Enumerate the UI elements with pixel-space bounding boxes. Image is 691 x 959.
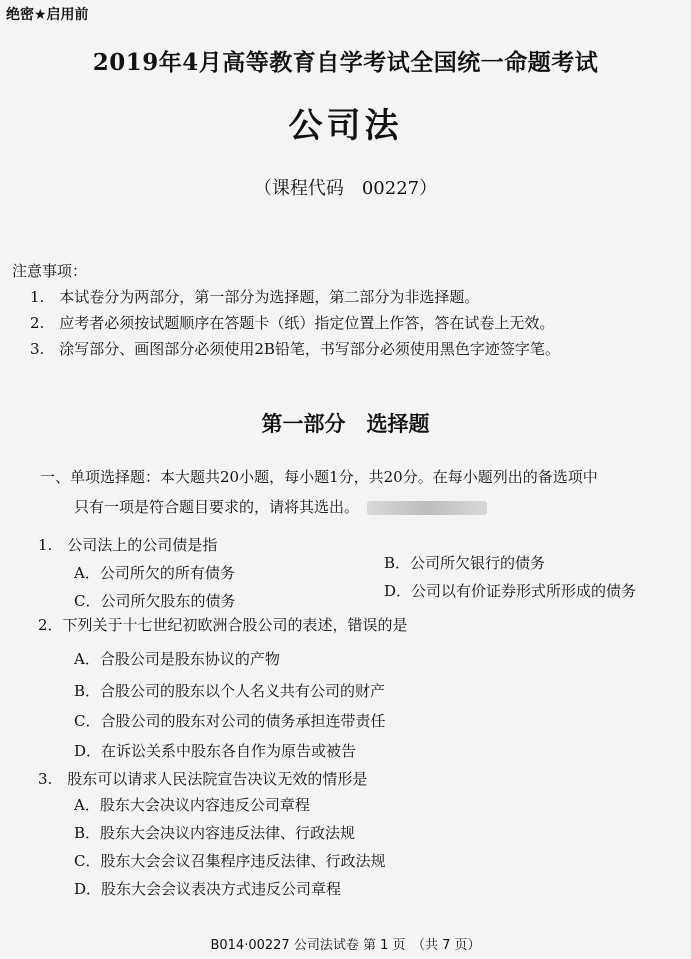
question-1-option-d: D．公司以有价证券形式所形成的债务 xyxy=(384,582,637,600)
subject-title: 公司法 xyxy=(288,106,403,146)
question-1-stem: 1. 公司法上的公司债是指 xyxy=(38,536,218,554)
section-instructions-line2 xyxy=(74,496,487,517)
notice-heading: 注意事项： xyxy=(12,262,88,280)
blurred-region xyxy=(367,501,487,515)
course-code: （课程代码 00227） xyxy=(253,178,438,199)
question-1-option-c: C．公司所欠股东的债务 xyxy=(74,592,236,610)
question-2-stem: 2．下列关于十七世纪初欧洲合股公司的表述，错误的是 xyxy=(38,616,408,634)
part-title: 第一部分 选择题 xyxy=(261,412,430,436)
question-1-option-a: A．公司所欠的所有债务 xyxy=(74,564,235,582)
question-2-option-c: C．合股公司的股东对公司的债务承担连带责任 xyxy=(74,712,386,730)
question-2-option-b: B．合股公司的股东以个人名义共有公司的财产 xyxy=(74,682,386,700)
question-1-option-b: B．公司所欠银行的债务 xyxy=(384,554,546,572)
question-3-option-c: C．股东大会会议召集程序违反法律、行政法规 xyxy=(74,852,386,870)
notice-item: 2. 应考者必须按试题顺序在答题卡（纸）指定位置上作答，答在试卷上无效。 xyxy=(30,314,555,332)
notice-item: 3. 涂写部分、画图部分必须使用2B铅笔，书写部分必须使用黑色字迹签字笔。 xyxy=(30,340,560,358)
page-footer: B014·00227 公司法试卷 第 1 页 （共 7 页） xyxy=(210,938,481,953)
question-3-option-a: A．股东大会决议内容违反公司章程 xyxy=(74,796,310,814)
question-3-option-d: D．股东大会会议表决方式违反公司章程 xyxy=(74,880,342,898)
notice-item: 1. 本试卷分为两部分，第一部分为选择题，第二部分为非选择题。 xyxy=(30,288,480,306)
question-2-option-a: A．合股公司是股东协议的产物 xyxy=(74,650,280,668)
section-instructions-line1: 一、单项选择题：本大题共20小题，每小题1分，共20分。在每小题列出的备选项中 xyxy=(40,468,598,486)
section-instructions-text: 只有一项是符合题目要求的，请将其选出。 xyxy=(74,498,360,516)
question-3-stem: 3. 股东可以请求人民法院宣告决议无效的情形是 xyxy=(38,770,368,788)
question-3-option-b: B．股东大会决议内容违反法律、行政法规 xyxy=(74,824,356,842)
question-2-option-d: D．在诉讼关系中股东各自作为原告或被告 xyxy=(74,742,357,760)
exam-title: 2019年4月高等教育自学考试全国统一命题考试 xyxy=(92,49,599,76)
confidential-label: 绝密★启用前 xyxy=(6,7,89,23)
